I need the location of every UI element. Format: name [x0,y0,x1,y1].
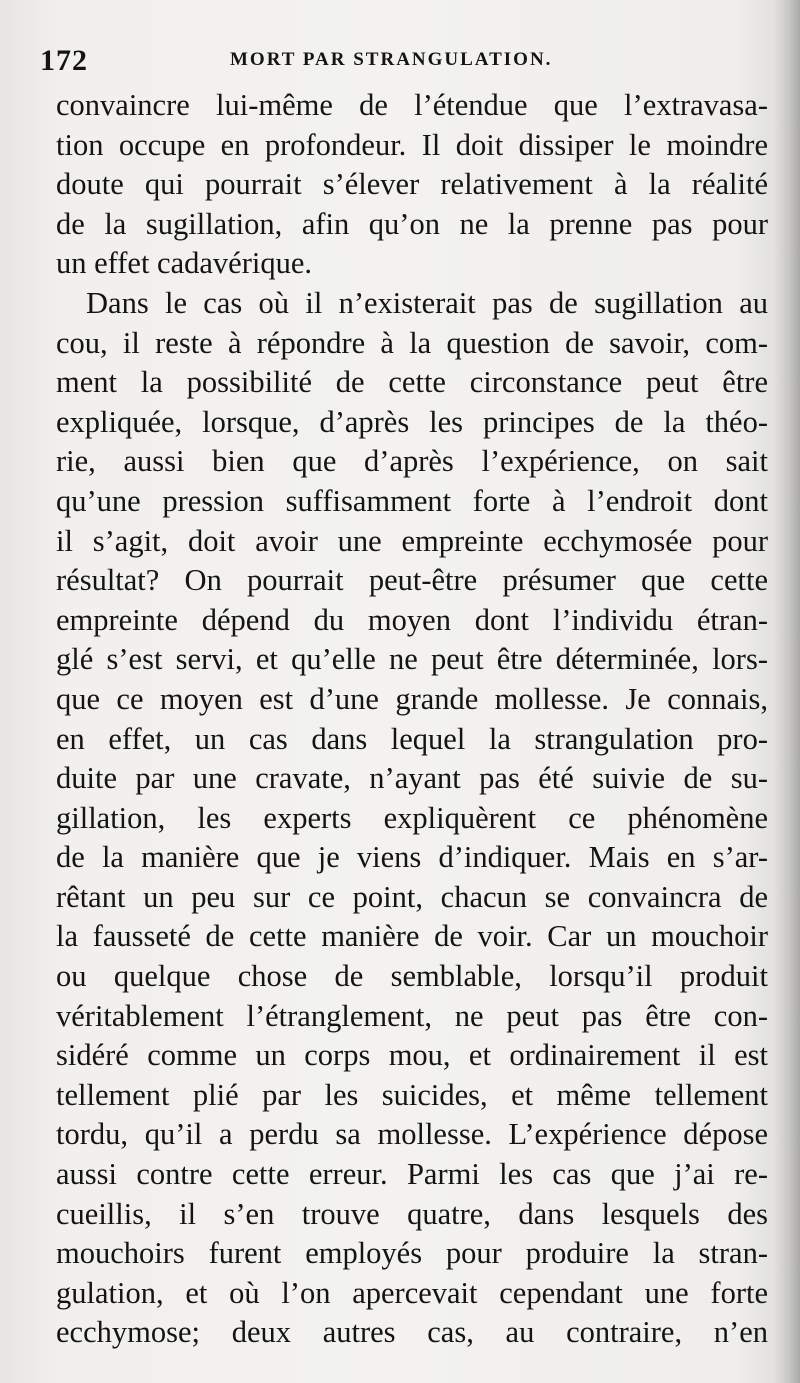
text-line: en effet, un cas dans lequel la strangulation pro- [56,721,768,756]
text-line: véritablement l’étranglement, ne peut pas être con- [56,998,768,1033]
running-head [40,44,760,80]
running-title: MORT PAR STRANGULATION. [230,49,553,70]
text-line: glé s’est servi, et qu’elle ne peut être déterminée, lors- [56,642,768,677]
text-line: doute qui pourrait s’élever relativement à la réalité [56,167,768,202]
page-edge-shadow [774,0,800,1383]
text-line: tellement plié par les suicides, et même tellement [56,1077,768,1112]
text-line: rêtant un peu sur ce point, chacun se convaincra de [56,879,768,914]
text-line: cueillis, il s’en trouve quatre, dans lesquels des [56,1196,768,1231]
page-number: 172 [40,44,88,77]
text-line: convaincre lui-même de l’étendue que l’extravasa- [56,88,768,122]
text-line: qu’une pression suffisamment forte à l’endroit dont [56,483,768,518]
text-line: il s’agit, doit avoir une empreinte ecchymosée pour [56,523,768,558]
text-line: gillation, les experts expliquèrent ce phénomène [56,800,768,835]
text-line: tordu, qu’il a perdu sa mollesse. L’expérience dépose [56,1117,768,1152]
text-line: ment la possibilité de cette circonstance peut être [56,365,768,400]
text-line: résultat? On pourrait peut-être présumer que cette [56,563,768,598]
text-line: de la sugillation, afin qu’on ne la prenne pas pour [56,206,768,241]
text-line: expliquée, lorsque, d’après les principes de la théo- [56,404,768,439]
text-line: ecchymose; deux autres cas, au contraire, n’en [56,1315,768,1350]
text-line: rie, aussi bien que d’après l’expérience, on sait [56,444,768,479]
text-line: cou, il reste à répondre à la question de savoir, com- [56,325,768,360]
text-line: gulation, et où l’on apercevait cependant une forte [56,1275,768,1310]
text-line: tion occupe en profondeur. Il doit dissiper le moindre [56,127,768,162]
text-line: aussi contre cette erreur. Parmi les cas que j’ai re- [56,1157,768,1192]
text-line: duite par une cravate, n’ayant pas été suivie de su- [56,761,768,796]
text-line: la fausseté de cette manière de voir. Car un mouchoir [56,919,768,954]
text-line: que ce moyen est d’une grande mollesse. Je connais, [56,681,768,716]
text-line: sidéré comme un corps mou, et ordinairement il est [56,1038,768,1073]
text-line: ou quelque chose de semblable, lorsqu’il produit [56,959,768,994]
text-line: empreinte dépend du moyen dont l’individu étran- [56,602,768,637]
text-line: Dans le cas où il n’existerait pas de sugillation au [86,285,768,320]
text-line: un effet cadavérique. [56,246,313,281]
body-text [56,86,768,1353]
text-line: mouchoirs furent employés pour produire la stran- [56,1236,768,1271]
text-line: de la manière que je viens d’indiquer. Mais en s’ar- [56,840,768,875]
